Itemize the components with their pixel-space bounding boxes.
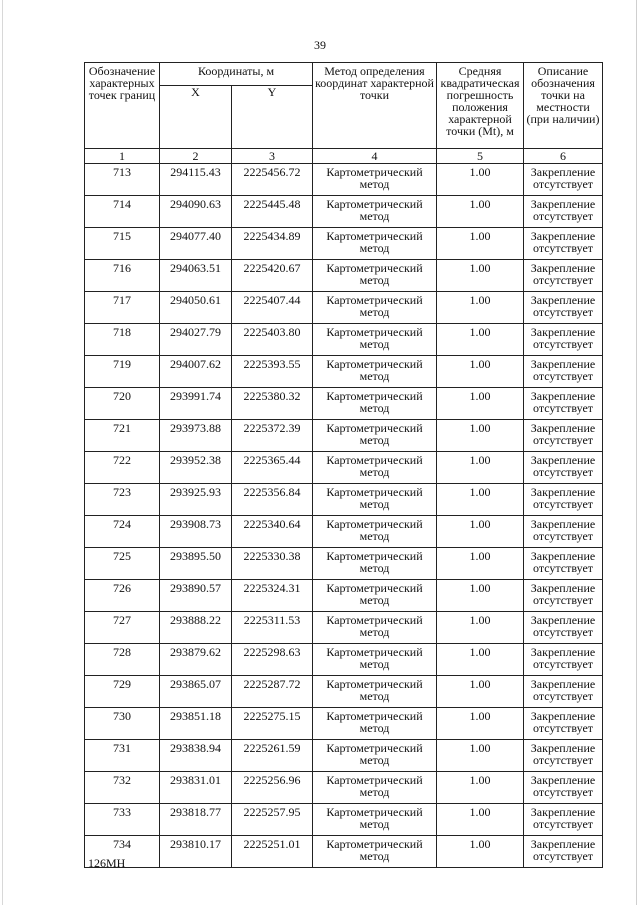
- error-cell: 1.00: [437, 356, 524, 388]
- point-id: 724: [85, 516, 160, 548]
- column-number: 2: [160, 149, 232, 164]
- point-id: 719: [85, 356, 160, 388]
- coordinate-x: 293925.93: [160, 484, 232, 516]
- coordinate-y: 2225275.15: [232, 708, 313, 740]
- error-cell: 1.00: [437, 388, 524, 420]
- column-number: 1: [85, 149, 160, 164]
- point-id: 727: [85, 612, 160, 644]
- coordinate-y: 2225445.48: [232, 196, 313, 228]
- table-row: [85, 228, 603, 260]
- error-cell: 1.00: [437, 292, 524, 324]
- coordinate-x: 294115.43: [160, 164, 232, 196]
- method-cell: Картометрический метод: [313, 388, 437, 420]
- column-number: 3: [232, 149, 313, 164]
- method-cell: Картометрический метод: [313, 324, 437, 356]
- footer-code: 126МН: [88, 856, 126, 870]
- error-cell: 1.00: [437, 804, 524, 836]
- point-id: 730: [85, 708, 160, 740]
- description-cell: Закрепление отсутствует: [524, 164, 603, 196]
- coordinate-y: 2225407.44: [232, 292, 313, 324]
- coordinate-y: 2225403.80: [232, 324, 313, 356]
- error-cell: 1.00: [437, 836, 524, 868]
- column-number-row: [85, 149, 603, 164]
- error-cell: 1.00: [437, 452, 524, 484]
- table-row: [85, 292, 603, 324]
- point-id: 718: [85, 324, 160, 356]
- error-cell: 1.00: [437, 644, 524, 676]
- method-cell: Картометрический метод: [313, 548, 437, 580]
- coordinate-x: 293838.94: [160, 740, 232, 772]
- table-row: [85, 676, 603, 708]
- coordinate-x: 293810.17: [160, 836, 232, 868]
- description-cell: Закрепление отсутствует: [524, 676, 603, 708]
- point-id: 714: [85, 196, 160, 228]
- table-row: [85, 324, 603, 356]
- point-id: 732: [85, 772, 160, 804]
- point-id: 715: [85, 228, 160, 260]
- description-cell: Закрепление отсутствует: [524, 324, 603, 356]
- error-cell: 1.00: [437, 740, 524, 772]
- table-row: [85, 388, 603, 420]
- point-id: 734: [85, 836, 160, 868]
- description-cell: Закрепление отсутствует: [524, 484, 603, 516]
- header-method: Метод определения координат характерной точки: [313, 63, 437, 149]
- coordinate-y: 2225256.96: [232, 772, 313, 804]
- scan-edge-left: [2, 0, 3, 905]
- table-row: [85, 484, 603, 516]
- column-number: 5: [437, 149, 524, 164]
- description-cell: Закрепление отсутствует: [524, 452, 603, 484]
- scan-edge-right: [636, 0, 637, 905]
- method-cell: Картометрический метод: [313, 580, 437, 612]
- coordinate-y: 2225365.44: [232, 452, 313, 484]
- method-cell: Картометрический метод: [313, 484, 437, 516]
- error-cell: 1.00: [437, 516, 524, 548]
- method-cell: Картометрический метод: [313, 260, 437, 292]
- description-cell: Закрепление отсутствует: [524, 420, 603, 452]
- description-cell: Закрепление отсутствует: [524, 580, 603, 612]
- method-cell: Картометрический метод: [313, 644, 437, 676]
- table-row: [85, 836, 603, 868]
- description-cell: Закрепление отсутствует: [524, 836, 603, 868]
- coordinate-x: 293890.57: [160, 580, 232, 612]
- description-cell: Закрепление отсутствует: [524, 708, 603, 740]
- coordinate-x: 293952.38: [160, 452, 232, 484]
- method-cell: Картометрический метод: [313, 804, 437, 836]
- description-cell: Закрепление отсутствует: [524, 612, 603, 644]
- error-cell: 1.00: [437, 228, 524, 260]
- point-id: 725: [85, 548, 160, 580]
- header-x: X: [160, 86, 232, 149]
- point-id: 731: [85, 740, 160, 772]
- point-id: 720: [85, 388, 160, 420]
- method-cell: Картометрический метод: [313, 516, 437, 548]
- table-row: [85, 196, 603, 228]
- coordinate-y: 2225356.84: [232, 484, 313, 516]
- table-row: [85, 644, 603, 676]
- table-row: [85, 356, 603, 388]
- coordinate-y: 2225311.53: [232, 612, 313, 644]
- table-row: [85, 260, 603, 292]
- method-cell: Картометрический метод: [313, 708, 437, 740]
- error-cell: 1.00: [437, 260, 524, 292]
- coordinate-x: 294090.63: [160, 196, 232, 228]
- table-row: [85, 804, 603, 836]
- description-cell: Закрепление отсутствует: [524, 292, 603, 324]
- coordinate-y: 2225251.01: [232, 836, 313, 868]
- table-row: [85, 708, 603, 740]
- error-cell: 1.00: [437, 708, 524, 740]
- description-cell: Закрепление отсутствует: [524, 228, 603, 260]
- method-cell: Картометрический метод: [313, 772, 437, 804]
- error-cell: 1.00: [437, 676, 524, 708]
- coordinate-y: 2225420.67: [232, 260, 313, 292]
- method-cell: Картометрический метод: [313, 836, 437, 868]
- method-cell: Картометрический метод: [313, 676, 437, 708]
- coordinate-x: 293888.22: [160, 612, 232, 644]
- table-row: [85, 612, 603, 644]
- method-cell: Картометрический метод: [313, 740, 437, 772]
- coordinate-y: 2225324.31: [232, 580, 313, 612]
- description-cell: Закрепление отсутствует: [524, 260, 603, 292]
- table-row: [85, 420, 603, 452]
- coordinate-x: 294027.79: [160, 324, 232, 356]
- error-cell: 1.00: [437, 612, 524, 644]
- error-cell: 1.00: [437, 772, 524, 804]
- table-row: [85, 516, 603, 548]
- coordinate-x: 293895.50: [160, 548, 232, 580]
- point-id: 729: [85, 676, 160, 708]
- coordinate-y: 2225380.32: [232, 388, 313, 420]
- point-id: 728: [85, 644, 160, 676]
- method-cell: Картометрический метод: [313, 292, 437, 324]
- description-cell: Закрепление отсутствует: [524, 356, 603, 388]
- coordinate-x: 294077.40: [160, 228, 232, 260]
- table-row: [85, 740, 603, 772]
- coordinate-y: 2225261.59: [232, 740, 313, 772]
- table-body: [85, 164, 603, 868]
- header-designation: Обозначение характерных точек границ: [85, 63, 160, 149]
- header-error: Средняя квадратическая погрешность положения характерной точки (Mt), м: [437, 63, 524, 149]
- table-row: [85, 580, 603, 612]
- error-cell: 1.00: [437, 164, 524, 196]
- error-cell: 1.00: [437, 420, 524, 452]
- coordinate-y: 2225330.38: [232, 548, 313, 580]
- method-cell: Картометрический метод: [313, 228, 437, 260]
- point-id: 733: [85, 804, 160, 836]
- coordinate-x: 293865.07: [160, 676, 232, 708]
- error-cell: 1.00: [437, 484, 524, 516]
- error-cell: 1.00: [437, 580, 524, 612]
- table-row: [85, 164, 603, 196]
- error-cell: 1.00: [437, 548, 524, 580]
- coordinate-x: 293879.62: [160, 644, 232, 676]
- coordinate-x: 293908.73: [160, 516, 232, 548]
- point-id: 716: [85, 260, 160, 292]
- header-row: [85, 63, 603, 86]
- method-cell: Картометрический метод: [313, 420, 437, 452]
- coordinate-x: 293991.74: [160, 388, 232, 420]
- coordinate-y: 2225434.89: [232, 228, 313, 260]
- point-id: 713: [85, 164, 160, 196]
- description-cell: Закрепление отсутствует: [524, 804, 603, 836]
- point-id: 717: [85, 292, 160, 324]
- coordinate-y: 2225257.95: [232, 804, 313, 836]
- table-row: [85, 452, 603, 484]
- coordinate-x: 293851.18: [160, 708, 232, 740]
- error-cell: 1.00: [437, 324, 524, 356]
- coordinate-y: 2225287.72: [232, 676, 313, 708]
- method-cell: Картометрический метод: [313, 356, 437, 388]
- description-cell: Закрепление отсутствует: [524, 548, 603, 580]
- method-cell: Картометрический метод: [313, 452, 437, 484]
- point-id: 721: [85, 420, 160, 452]
- coordinate-y: 2225456.72: [232, 164, 313, 196]
- coordinate-y: 2225372.39: [232, 420, 313, 452]
- point-id: 726: [85, 580, 160, 612]
- header-description: Описание обозначения точки на местности (при наличии): [524, 63, 603, 149]
- header-coordinates: Координаты, м: [160, 63, 313, 86]
- error-cell: 1.00: [437, 196, 524, 228]
- description-cell: Закрепление отсутствует: [524, 388, 603, 420]
- method-cell: Картометрический метод: [313, 612, 437, 644]
- table-row: [85, 772, 603, 804]
- coordinate-x: 294007.62: [160, 356, 232, 388]
- coordinate-x: 294050.61: [160, 292, 232, 324]
- coordinates-table: [84, 62, 603, 868]
- coordinate-y: 2225393.55: [232, 356, 313, 388]
- coordinate-x: 293973.88: [160, 420, 232, 452]
- coordinate-x: 293831.01: [160, 772, 232, 804]
- description-cell: Закрепление отсутствует: [524, 196, 603, 228]
- method-cell: Картометрический метод: [313, 164, 437, 196]
- coordinate-x: 293818.77: [160, 804, 232, 836]
- description-cell: Закрепление отсутствует: [524, 772, 603, 804]
- table-row: [85, 548, 603, 580]
- coordinate-y: 2225340.64: [232, 516, 313, 548]
- coordinate-x: 294063.51: [160, 260, 232, 292]
- point-id: 723: [85, 484, 160, 516]
- description-cell: Закрепление отсутствует: [524, 516, 603, 548]
- point-id: 722: [85, 452, 160, 484]
- header-y: Y: [232, 86, 313, 149]
- method-cell: Картометрический метод: [313, 196, 437, 228]
- column-number: 6: [524, 149, 603, 164]
- coordinate-y: 2225298.63: [232, 644, 313, 676]
- description-cell: Закрепление отсутствует: [524, 644, 603, 676]
- column-number: 4: [313, 149, 437, 164]
- page-number: 39: [314, 38, 326, 52]
- description-cell: Закрепление отсутствует: [524, 740, 603, 772]
